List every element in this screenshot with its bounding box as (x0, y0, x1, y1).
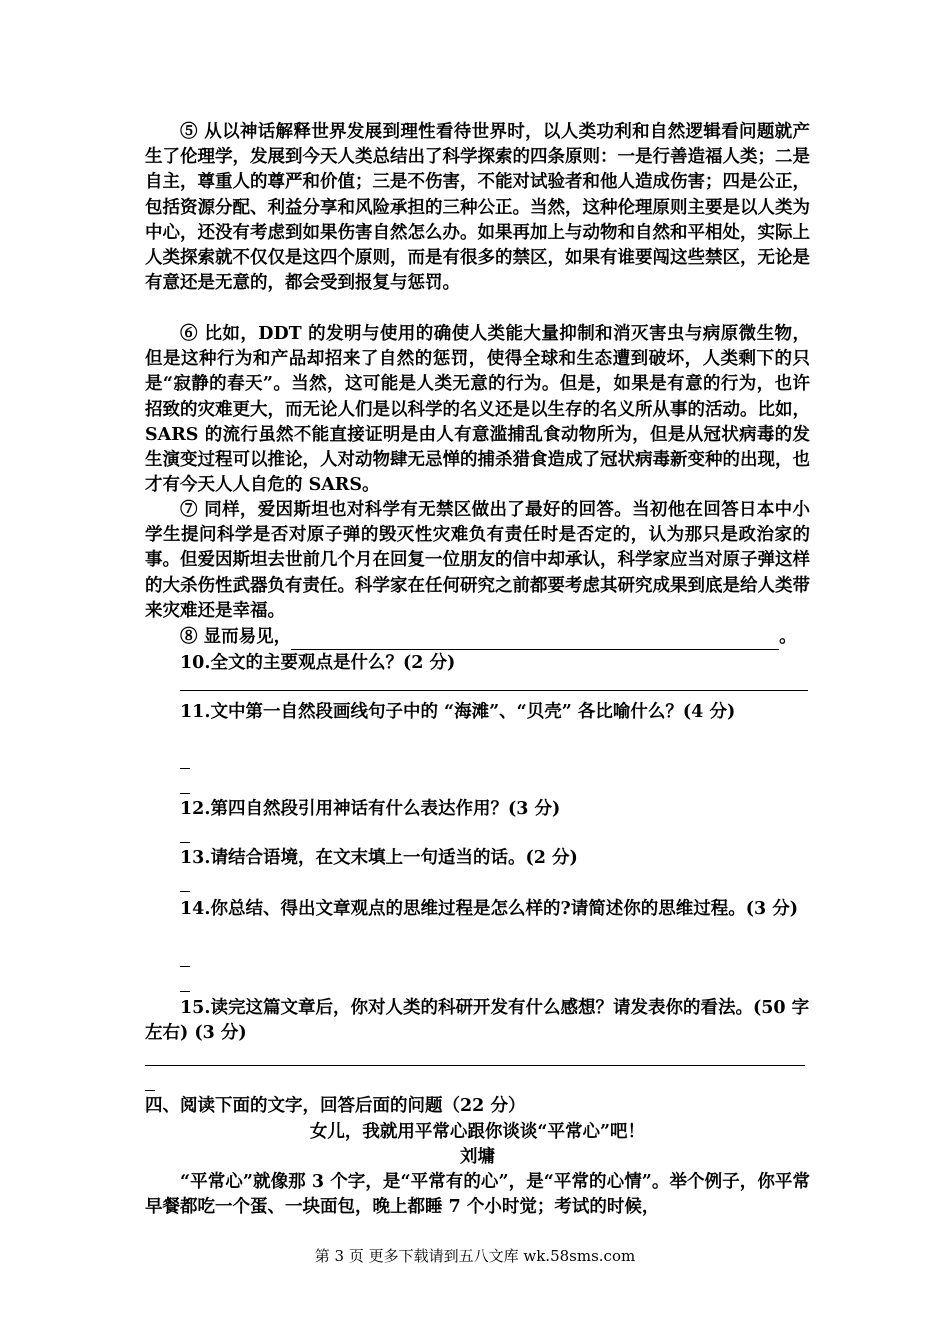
answer-line-13[interactable] (180, 891, 190, 892)
answer-line-10[interactable] (180, 690, 808, 691)
paragraph-8 (180, 625, 797, 650)
question-10: 10.全文的主要观点是什么？(2 分) (180, 653, 456, 673)
question-13: 13.请结合语境，在文末填上一句适当的话。(2 分) (180, 848, 578, 868)
paragraph-6: ⑥ 比如，DDT 的发明与使用的确使人类能大量抑制和消灭害虫与病原微生物，但是这种行为和产品却招来了自然的惩罚，使得全球和生态遭到破坏，人类剩下的只是“寂静的春天”。当然，这可能是人类无意的行为。但是，如果是有意的行为，也许招致的灾难更大，而无论人们是以科学的名义还是以生存的名义所从事的活动。比如，SARS 的流行虽然不能直接证明是由人有意滥捕乱食动物所为，但是从冠状病毒的发生演变过程可以推论，人对动物肆无忌惮的捕杀猎食造成了冠状病毒新变种的出现，也才有今天人人自危的 SARS。 (145, 324, 810, 496)
paragraph-8-prefix: ⑧ 显而易见， (180, 627, 292, 647)
question-12: 12.第四自然段引用神话有什么表达作用？(3 分) (180, 799, 561, 819)
section-4-heading: 四、阅读下面的文字，回答后面的问题（22 分） (145, 1096, 526, 1116)
answer-line-11b[interactable] (180, 793, 190, 794)
page-footer: 第 3 页 更多下载请到五八文库 wk.58sms.com (314, 1247, 636, 1265)
answer-line-14b[interactable] (180, 991, 190, 992)
paragraph-5: ⑤ 从以神话解释世界发展到理性看待世界时，以人类功利和自然逻辑看问题就产生了伦理学，发展到今天人类总结出了科学探索的四条原则：一是行善造福人类；二是自主，尊重人的尊严和价值；三是不伤害，不能对试验者和他人造成伤害；四是公正，包括资源分配、利益分享和风险承担的三种公正。当然，这种伦理原则主要是以人类为中心，还没有考虑到如果伤害自然怎么办。如果再加上与动物和自然和平相处，实际上人类探索就不仅仅是这四个原则，而是有很多的禁区，如果有谁要闯这些禁区，无论是有意还是无意的，都会受到报复与惩罚。 (145, 122, 810, 294)
answer-line-14a[interactable] (180, 966, 190, 967)
paragraph-8-suffix: 。 (779, 627, 797, 647)
answer-line-15b[interactable] (145, 1090, 155, 1091)
article-intro-paragraph: “平常心”就像那 3 个字，是“平常有的心”，是“平常的心情”。举个例子，你平常早餐都吃一个蛋、一块面包，晚上都睡 7 个小时觉；考试的时候， (145, 1172, 810, 1218)
question-14: 14.你总结、得出文章观点的思维过程是怎么样的?请简述你的思维过程。(3 分) (180, 899, 799, 919)
answer-line-11a[interactable] (180, 768, 190, 769)
article-title: 女儿，我就用平常心跟你谈谈“平常心”吧！ (309, 1122, 646, 1142)
fill-in-blank[interactable] (291, 629, 779, 650)
answer-line-15[interactable] (145, 1065, 805, 1066)
answer-line-12[interactable] (180, 842, 190, 843)
question-11: 11.文中第一自然段画线句子中的 “海滩”、“贝壳” 各比喻什么？(4 分) (180, 702, 736, 722)
article-author: 刘墉 (460, 1147, 495, 1167)
paragraph-7: ⑦ 同样，爱因斯坦也对科学有无禁区做出了最好的回答。当初他在回答日本中小学生提问科学是否对原子弹的毁灭性灾难负有责任时是否定的，认为那只是政治家的事。但爱因斯坦去世前几个月在回复一位朋友的信中却承认，科学家应当对原子弹这样的大杀伤性武器负有责任。科学家在任何研究之前都要考虑其研究成果到底是给人类带来灾难还是幸福。 (145, 500, 810, 621)
question-15: 15.读完这篇文章后，你对人类的科研开发有什么感想？请发表你的看法。(50 字左右) (3 分) (145, 998, 810, 1043)
